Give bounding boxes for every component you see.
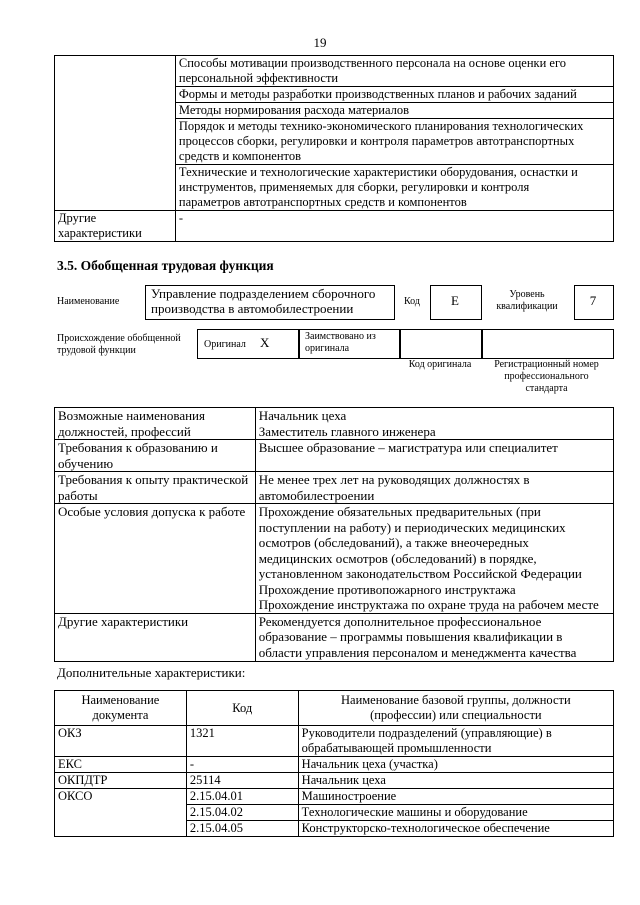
row-name-line: Руководители подразделений (управляющие) в bbox=[301, 726, 552, 740]
row-code: 2.15.04.05 bbox=[186, 821, 298, 837]
details-label bbox=[55, 440, 256, 472]
level-value: 7 bbox=[589, 293, 597, 308]
row-doc: ОКПДТР bbox=[55, 773, 187, 789]
knowledge-text: процессов сборки, регулировки и контроля параметров автотранспортных bbox=[178, 134, 575, 148]
knowledge-text: персональной эффективности bbox=[178, 71, 339, 85]
details-value-line: Рекомендуется дополнительное профессиональное bbox=[258, 613, 542, 629]
header-doc-line: документа bbox=[92, 708, 149, 722]
details-value-line: поступлении на работу) и периодических медицинских bbox=[258, 519, 566, 535]
level-label-line: квалификации bbox=[496, 301, 558, 312]
details-label-line: должностей, профессий bbox=[58, 423, 191, 439]
additional-title: Дополнительные характеристики: bbox=[57, 665, 246, 680]
other-label-cell bbox=[55, 211, 176, 242]
knowledge-row bbox=[175, 87, 613, 103]
header-doc-line: Наименование bbox=[81, 693, 160, 707]
knowledge-row bbox=[175, 103, 613, 119]
name-label: Наименование bbox=[57, 296, 120, 307]
row-name: Машиностроение bbox=[298, 789, 613, 805]
details-label-line: Другие характеристики bbox=[58, 613, 189, 629]
knowledge-label-cell bbox=[55, 56, 176, 211]
row-name: Технологические машины и оборудование bbox=[298, 805, 613, 821]
details-value-line: Заместитель главного инженера bbox=[258, 423, 436, 439]
table-row bbox=[55, 773, 614, 789]
details-value-line: образование – программы повышения квалификации в bbox=[258, 629, 563, 644]
level-label bbox=[484, 289, 570, 313]
details-label-line: работы bbox=[58, 487, 98, 503]
header-code: Код bbox=[186, 691, 298, 726]
knowledge-text: Формы и методы разработки производственных планов и рабочих заданий bbox=[178, 87, 577, 101]
row-code: 2.15.04.01 bbox=[186, 789, 298, 805]
knowledge-row bbox=[175, 165, 613, 211]
header-name bbox=[298, 691, 613, 726]
details-value bbox=[255, 408, 613, 440]
origin-label-line: трудовой функции bbox=[57, 345, 136, 356]
knowledge-text: параметров автотранспортных средств и компонентов bbox=[178, 195, 467, 209]
details-row bbox=[55, 408, 614, 440]
details-value-line: Начальник цеха bbox=[258, 408, 347, 423]
table-row bbox=[55, 726, 614, 757]
details-value-line: области управления персоналом и менеджмента качества bbox=[258, 644, 577, 660]
knowledge-text: Технические и технологические характеристики оборудования, оснастки и bbox=[178, 165, 578, 179]
origin-label bbox=[57, 333, 181, 357]
other-label: характеристики bbox=[58, 226, 142, 240]
row-doc: ОКСО bbox=[55, 789, 187, 837]
row-name: Конструкторско-технологическое обеспечение bbox=[298, 821, 613, 837]
details-label-line: Требования к опыту практической bbox=[58, 472, 249, 487]
knowledge-text: инструментов, применяемых для сборки, регулировки и контроля bbox=[178, 180, 530, 194]
row-code: - bbox=[186, 757, 298, 773]
details-label bbox=[55, 408, 256, 440]
reg-number-label bbox=[481, 359, 612, 395]
row-doc: ОКЗ bbox=[55, 726, 187, 757]
other-value: - bbox=[178, 211, 184, 225]
additional-table bbox=[54, 690, 614, 837]
details-value-line: медицинских осмотров (обследований) в порядке, bbox=[258, 550, 537, 566]
original-mark: X bbox=[260, 335, 270, 350]
code-value: E bbox=[451, 293, 459, 308]
details-row bbox=[55, 440, 614, 472]
details-value-line: автомобилестроении bbox=[258, 487, 375, 503]
details-value bbox=[255, 472, 613, 504]
table-row bbox=[55, 789, 614, 805]
knowledge-text: средств и компонентов bbox=[178, 149, 301, 163]
name-value-line: производства в автомобилестроении bbox=[151, 301, 354, 316]
table-row bbox=[55, 757, 614, 773]
knowledge-text: Порядок и методы технико-экономического планирования технологических bbox=[178, 119, 584, 133]
row-code: 1321 bbox=[186, 726, 298, 757]
details-value bbox=[255, 440, 613, 472]
knowledge-table bbox=[54, 55, 614, 242]
details-value-line: Не менее трех лет на руководящих должностях в bbox=[258, 472, 530, 487]
name-value-line: Управление подразделением сборочного bbox=[151, 286, 376, 301]
borrowed-label bbox=[305, 331, 376, 355]
row-name: Начальник цеха bbox=[298, 773, 613, 789]
details-value-line: Высшее образование – магистратура или специалитет bbox=[258, 440, 558, 455]
details-value-line: Прохождение инструктажа по охране труда на рабочем месте bbox=[258, 597, 599, 612]
row-name bbox=[298, 726, 613, 757]
row-code: 25114 bbox=[186, 773, 298, 789]
details-label-line: Возможные наименования bbox=[58, 408, 205, 423]
details-label-line: Особые условия допуска к работе bbox=[58, 504, 246, 519]
details-value bbox=[255, 613, 613, 661]
header-doc bbox=[55, 691, 187, 726]
details-label bbox=[55, 472, 256, 504]
details-row bbox=[55, 613, 614, 661]
additional-header-row bbox=[55, 691, 614, 726]
details-value-line: Прохождение обязательных предварительных (при bbox=[258, 504, 541, 519]
row-name-line: обрабатывающей промышленности bbox=[301, 741, 492, 755]
page-number: 19 bbox=[313, 35, 327, 50]
details-value-line: установленном законодательством Российской Федерации bbox=[258, 566, 582, 581]
borrowed-label-line: оригинала bbox=[305, 343, 350, 354]
level-label-line: Уровень bbox=[509, 289, 545, 300]
code-label: Код bbox=[404, 296, 420, 307]
other-value-cell bbox=[175, 211, 613, 242]
details-label-line: обучению bbox=[58, 455, 114, 471]
reg-number-line: Регистрационный номер bbox=[494, 359, 599, 370]
knowledge-row bbox=[175, 56, 613, 87]
original-label: Оригинал bbox=[204, 339, 246, 350]
other-label: Другие bbox=[58, 211, 97, 225]
origin-box-code bbox=[399, 329, 483, 359]
section-title: 3.5. Обобщенная трудовая функция bbox=[57, 258, 274, 273]
reg-number-line: стандарта bbox=[525, 383, 568, 394]
details-label bbox=[55, 504, 256, 614]
code-original-label: Код оригинала bbox=[408, 359, 472, 370]
knowledge-text: Методы нормирования расхода материалов bbox=[178, 103, 410, 117]
details-label-line: Требования к образованию и bbox=[58, 440, 218, 455]
knowledge-text: Способы мотивации производственного персонала на основе оценки его bbox=[178, 56, 567, 70]
details-value bbox=[255, 504, 613, 614]
details-row bbox=[55, 504, 614, 614]
row-name: Начальник цеха (участка) bbox=[298, 757, 613, 773]
details-label bbox=[55, 613, 256, 661]
header-name-line: (профессии) или специальности bbox=[370, 708, 542, 722]
header-name-line: Наименование базовой группы, должности bbox=[341, 693, 571, 707]
name-value bbox=[151, 286, 375, 316]
row-doc: ЕКС bbox=[55, 757, 187, 773]
details-row bbox=[55, 472, 614, 504]
origin-box-reg bbox=[481, 329, 614, 359]
details-value-line: Прохождение противопожарного инструктажа bbox=[258, 581, 516, 597]
origin-label-line: Происхождение обобщенной bbox=[57, 333, 181, 344]
knowledge-row bbox=[175, 119, 613, 165]
row-code: 2.15.04.02 bbox=[186, 805, 298, 821]
details-value-line: осмотров (обследований), а также внеочередных bbox=[258, 535, 529, 550]
details-table bbox=[54, 407, 614, 662]
reg-number-line: профессионального bbox=[504, 371, 589, 382]
borrowed-label-line: Заимствовано из bbox=[305, 331, 376, 342]
